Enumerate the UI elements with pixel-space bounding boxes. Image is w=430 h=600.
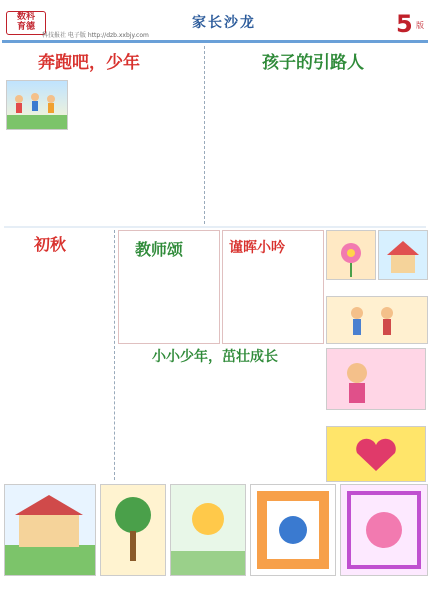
divider bbox=[4, 226, 426, 228]
page-tag: 版 bbox=[416, 21, 424, 30]
info-line: 科技报社 电子版 http://dzb.xxbjy.com bbox=[42, 32, 149, 39]
child-drawing-10 bbox=[340, 484, 428, 576]
pattern-drawing-icon bbox=[251, 485, 335, 575]
article-body bbox=[210, 80, 424, 220]
child-drawing-4 bbox=[326, 348, 426, 410]
art-gallery-right bbox=[326, 230, 426, 342]
running-kids-icon bbox=[7, 81, 67, 129]
header-rule bbox=[2, 40, 428, 43]
tree-drawing-icon bbox=[101, 485, 165, 575]
child-drawing-6 bbox=[4, 484, 96, 576]
running-illustration bbox=[6, 80, 68, 130]
child-drawing-7 bbox=[100, 484, 166, 576]
child-drawing-1 bbox=[326, 230, 376, 280]
article-growing bbox=[118, 346, 426, 480]
house-drawing-icon bbox=[379, 231, 427, 279]
people-drawing-icon bbox=[327, 297, 427, 343]
page-number: 5 bbox=[396, 10, 413, 38]
bottom-gallery bbox=[4, 484, 426, 596]
poem-body bbox=[227, 279, 319, 341]
child-drawing-3 bbox=[326, 296, 428, 344]
pattern-drawing-icon bbox=[341, 485, 427, 575]
article-body bbox=[70, 80, 200, 220]
child-drawing-2 bbox=[378, 230, 428, 280]
poem-body bbox=[6, 272, 112, 477]
child-drawing-5 bbox=[326, 426, 426, 482]
article-body bbox=[120, 374, 320, 478]
article-title: 孩子的引路人 bbox=[262, 53, 364, 73]
article-title: 奔跑吧，少年 bbox=[38, 53, 140, 73]
brand-top: 数科 bbox=[16, 12, 35, 22]
poem-autumn bbox=[4, 230, 115, 480]
sun-drawing-icon bbox=[171, 485, 245, 575]
child-drawing-8 bbox=[170, 484, 246, 576]
masthead: 家长沙龙 bbox=[192, 15, 256, 31]
child-drawing-9 bbox=[250, 484, 336, 576]
poem-reflection bbox=[222, 230, 324, 344]
poem-teacher bbox=[118, 230, 220, 344]
brand-bottom: 育德 bbox=[16, 22, 35, 32]
poem-body bbox=[123, 279, 215, 341]
flower-drawing-icon bbox=[327, 231, 375, 279]
school-drawing-icon bbox=[5, 485, 95, 575]
article-title: 小小少年，茁壮成长 bbox=[152, 349, 278, 365]
girl-drawing-icon bbox=[327, 349, 425, 409]
article-running bbox=[4, 46, 205, 224]
poem-title: 谨晖小吟 bbox=[229, 240, 285, 256]
heart-drawing-icon bbox=[327, 427, 425, 481]
poem-title: 教师颂 bbox=[135, 240, 184, 259]
poem-title: 初秋 bbox=[34, 235, 67, 254]
brand-logo bbox=[6, 11, 46, 35]
article-guide bbox=[208, 46, 426, 224]
